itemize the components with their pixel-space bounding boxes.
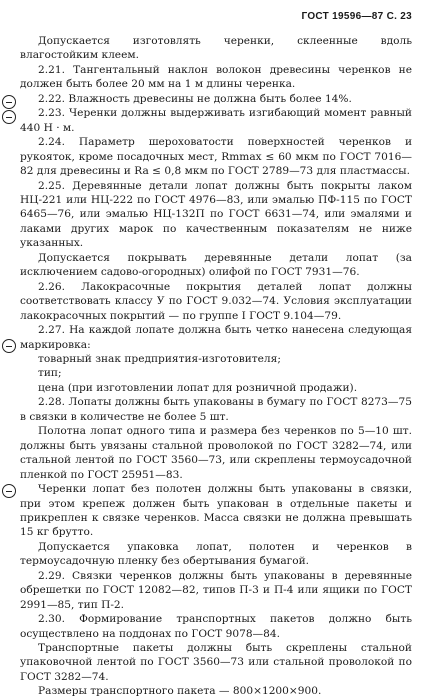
paragraph: Допускается упаковка лопат, полотен и черенков в термоусадочную пленку без обертывания бумагой. <box>20 540 412 568</box>
paragraph: Транспортные пакеты должны быть скреплены стальной упаковочной лентой по ГОСТ 3560—73 или стальной проволокой по ГОСТ 3282—74. <box>20 642 412 683</box>
paragraph-2-21: 2.21. Тангентальный наклон волокон древесины черенков не должен быть более 20 мм на 1 м длины черенка. <box>20 63 412 91</box>
circled-minus-mark <box>2 110 16 124</box>
circled-minus-mark <box>2 484 16 498</box>
paragraph-2-23: 2.23. Черенки должны выдерживать изгибающий момент равный 440 Н · м. <box>20 107 412 134</box>
standard-number: ГОСТ 19596—87 <box>301 11 384 22</box>
page-number: С. 23 <box>386 11 412 22</box>
circled-minus-mark <box>2 95 16 109</box>
paragraph-2-27: 2.27. На каждой лопате должна быть четко нанесена следующая маркировка: <box>20 324 412 351</box>
paragraph-2-22: 2.22. Влажность древесины не должна быть более 14%. <box>38 92 352 105</box>
page-header <box>301 11 412 22</box>
paragraph: Полотна лопат одного типа и размера без черенков по 5—10 шт. должны быть увязаны стальной проволокой по ГОСТ 3282—74, или стальной лентой по ГОСТ 3560—73, или скреплены термоусадочной пленкой по ГОСТ 25951—83. <box>20 425 412 481</box>
paragraph: Размеры транспортного пакета — 800×1200×900. <box>38 685 322 698</box>
paragraph-2-28: 2.28. Лопаты должны быть упакованы в бумагу по ГОСТ 8273—75 в связки в количестве не более 5 шт. <box>20 396 412 423</box>
marking-item: цена (при изготовлении лопат для розничной продажи). <box>38 381 358 394</box>
circled-minus-mark <box>2 339 16 353</box>
paragraph-2-24: 2.24. Параметр шероховатости поверхностей черенков и рукояток, кроме посадочных мест, Rmmax ≤ 60 мкм по ГОСТ 7016—82 для древесины и Ra ≤ 0,8 мкм по ГОСТ 2789—73 для пластмассы. <box>20 136 412 178</box>
paragraph: Допускается покрывать деревянные детали лопат (за исключением садово-огородных) олифой по ГОСТ 7931—76. <box>20 251 412 279</box>
paragraph-2-26: 2.26. Лакокрасочные покрытия деталей лопат должны соответствовать классу У по ГОСТ 9.032—74. Условия эксплуатации лакокрасочных покрытий — по группе I ГОСТ 9.104—79. <box>20 280 412 322</box>
paragraph-2-29: 2.29. Связки черенков должны быть упакованы в деревянные обрешетки по ГОСТ 12082—82, типов П-3 и П-4 или ящики по ГОСТ 2991—85, тип П-2. <box>20 569 412 611</box>
paragraph: Черенки лопат без полотен должны быть упакованы в связки, при этом крепеж должен быть упакован в отдельные пакеты и прикреплен к связке черенков. Масса связки не должна превышать 15 кг брутто. <box>20 483 412 539</box>
document-body <box>20 34 412 699</box>
marking-item: тип; <box>38 367 62 380</box>
paragraph-2-25: 2.25. Деревянные детали лопат должны быть покрыты лаком НЦ-221 или НЦ-222 по ГОСТ 4976—83, или эмалью ПФ-115 по ГОСТ 6465—76, или эмалью НЦ-132П по ГОСТ 6631—74, или эмалями и лаками других марок по качественным показателям не ниже указанных. <box>20 179 412 250</box>
paragraph: Допускается изготовлять черенки, склеенные вдоль влагостойким клеем. <box>20 35 412 62</box>
paragraph-2-30: 2.30. Формирование транспортных пакетов должно быть осуществлено на поддонах по ГОСТ 9078—84. <box>20 613 412 640</box>
marking-item: товарный знак предприятия-изготовителя; <box>38 352 281 365</box>
